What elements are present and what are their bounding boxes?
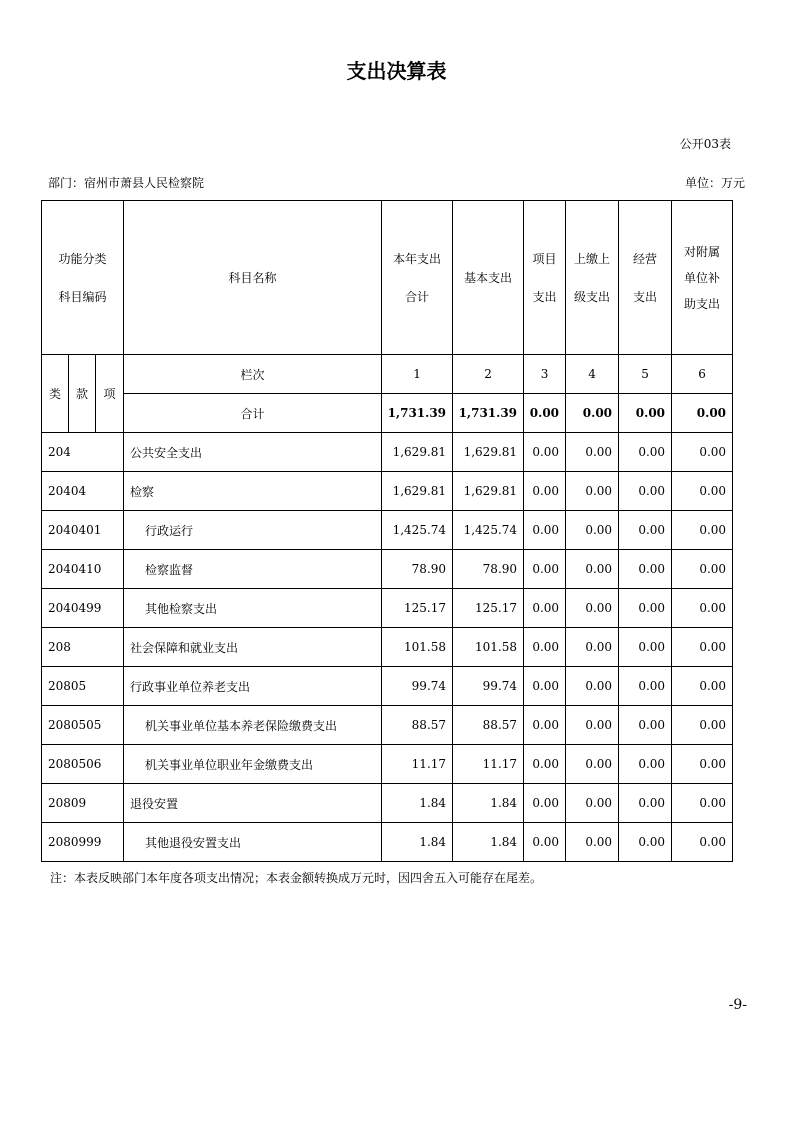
value-col2: 99.74 xyxy=(453,667,524,706)
value-col4: 0.00 xyxy=(566,511,619,550)
value-col6: 0.00 xyxy=(672,823,733,862)
value-col3: 0.00 xyxy=(524,706,566,745)
col-index-1: 1 xyxy=(382,355,453,394)
table-row xyxy=(42,550,733,589)
value-col5: 0.00 xyxy=(619,589,672,628)
total-col1: 1,731.39 xyxy=(382,394,453,433)
value-col4: 0.00 xyxy=(566,706,619,745)
value-col3: 0.00 xyxy=(524,823,566,862)
value-col5: 0.00 xyxy=(619,784,672,823)
total-label: 合计 xyxy=(124,394,382,433)
value-col1: 88.57 xyxy=(382,706,453,745)
subject-code: 2040401 xyxy=(42,511,124,550)
value-col4: 0.00 xyxy=(566,472,619,511)
value-col2: 1.84 xyxy=(453,823,524,862)
subject-code: 2040499 xyxy=(42,589,124,628)
value-col4: 0.00 xyxy=(566,823,619,862)
value-col2: 1,425.74 xyxy=(453,511,524,550)
subject-name: 社会保障和就业支出 xyxy=(124,628,382,667)
value-col3: 0.00 xyxy=(524,784,566,823)
value-col1: 125.17 xyxy=(382,589,453,628)
subject-name: 退役安置 xyxy=(124,784,382,823)
value-col3: 0.00 xyxy=(524,511,566,550)
value-col4: 0.00 xyxy=(566,667,619,706)
subject-name: 其他退役安置支出 xyxy=(124,823,382,862)
column-index-row xyxy=(42,355,733,394)
col6-header xyxy=(672,201,733,355)
value-col2: 78.90 xyxy=(453,550,524,589)
value-col1: 101.58 xyxy=(382,628,453,667)
subject-code: 2080999 xyxy=(42,823,124,862)
subject-code: 2040410 xyxy=(42,550,124,589)
lanci-label: 栏次 xyxy=(124,355,382,394)
col1-line2: 合计 xyxy=(405,289,430,304)
lei-header: 类 xyxy=(42,355,69,433)
col6-line3: 助支出 xyxy=(684,296,721,311)
value-col4: 0.00 xyxy=(566,784,619,823)
total-col6: 0.00 xyxy=(672,394,733,433)
col1-header xyxy=(382,201,453,355)
value-col5: 0.00 xyxy=(619,823,672,862)
col2-header: 基本支出 xyxy=(453,201,524,355)
value-col3: 0.00 xyxy=(524,628,566,667)
page-number: -9- xyxy=(728,997,747,1013)
value-col1: 1.84 xyxy=(382,823,453,862)
value-col6: 0.00 xyxy=(672,433,733,472)
value-col1: 1,629.81 xyxy=(382,472,453,511)
col5-header xyxy=(619,201,672,355)
subject-code: 2080506 xyxy=(42,745,124,784)
table-row xyxy=(42,667,733,706)
value-col2: 1.84 xyxy=(453,784,524,823)
value-col6: 0.00 xyxy=(672,472,733,511)
kuan-header: 款 xyxy=(69,355,96,433)
value-col1: 1.84 xyxy=(382,784,453,823)
value-col3: 0.00 xyxy=(524,667,566,706)
value-col3: 0.00 xyxy=(524,589,566,628)
subject-code: 20809 xyxy=(42,784,124,823)
col6-line2: 单位补 xyxy=(684,270,721,285)
subject-code: 20805 xyxy=(42,667,124,706)
value-col5: 0.00 xyxy=(619,550,672,589)
value-col1: 1,425.74 xyxy=(382,511,453,550)
subject-code: 2080505 xyxy=(42,706,124,745)
col1-line1: 本年支出 xyxy=(393,251,442,266)
value-col4: 0.00 xyxy=(566,433,619,472)
subject-name: 检察 xyxy=(124,472,382,511)
value-col5: 0.00 xyxy=(619,433,672,472)
value-col4: 0.00 xyxy=(566,628,619,667)
table-row xyxy=(42,784,733,823)
value-col2: 1,629.81 xyxy=(453,433,524,472)
value-col5: 0.00 xyxy=(619,745,672,784)
subject-code: 208 xyxy=(42,628,124,667)
xiang-header: 项 xyxy=(96,355,124,433)
value-col2: 88.57 xyxy=(453,706,524,745)
value-col3: 0.00 xyxy=(524,472,566,511)
unit-label: 单位：万元 xyxy=(684,176,745,190)
value-col2: 101.58 xyxy=(453,628,524,667)
func-class-line2: 科目编码 xyxy=(58,289,107,304)
value-col5: 0.00 xyxy=(619,667,672,706)
value-col5: 0.00 xyxy=(619,628,672,667)
table-row xyxy=(42,823,733,862)
func-class-line1: 功能分类 xyxy=(58,251,107,266)
footnote: 注：本表反映部门本年度各项支出情况；本表金额转换成万元时，因四舍五入可能存在尾差。 xyxy=(50,871,543,885)
col3-header xyxy=(524,201,566,355)
value-col6: 0.00 xyxy=(672,589,733,628)
subject-name: 行政运行 xyxy=(124,511,382,550)
value-col6: 0.00 xyxy=(672,511,733,550)
department-label: 部门：宿州市萧县人民检察院 xyxy=(48,176,205,190)
subject-name: 公共安全支出 xyxy=(124,433,382,472)
value-col2: 11.17 xyxy=(453,745,524,784)
value-col2: 125.17 xyxy=(453,589,524,628)
col6-line1: 对附属 xyxy=(684,244,721,259)
table-row xyxy=(42,472,733,511)
value-col6: 0.00 xyxy=(672,706,733,745)
table-row xyxy=(42,628,733,667)
value-col1: 11.17 xyxy=(382,745,453,784)
subject-name: 行政事业单位养老支出 xyxy=(124,667,382,706)
value-col2: 1,629.81 xyxy=(453,472,524,511)
col-index-4: 4 xyxy=(566,355,619,394)
value-col6: 0.00 xyxy=(672,550,733,589)
subject-name: 机关事业单位职业年金缴费支出 xyxy=(124,745,382,784)
value-col1: 99.74 xyxy=(382,667,453,706)
value-col1: 1,629.81 xyxy=(382,433,453,472)
value-col5: 0.00 xyxy=(619,706,672,745)
value-col3: 0.00 xyxy=(524,550,566,589)
value-col6: 0.00 xyxy=(672,784,733,823)
col-index-3: 3 xyxy=(524,355,566,394)
expenditure-table xyxy=(41,200,733,862)
value-col4: 0.00 xyxy=(566,745,619,784)
subject-name-header: 科目名称 xyxy=(124,201,382,355)
value-col1: 78.90 xyxy=(382,550,453,589)
value-col6: 0.00 xyxy=(672,745,733,784)
subject-name: 检察监督 xyxy=(124,550,382,589)
subject-code: 20404 xyxy=(42,472,124,511)
col4-line2: 级支出 xyxy=(574,289,611,304)
subject-name: 机关事业单位基本养老保险缴费支出 xyxy=(124,706,382,745)
value-col6: 0.00 xyxy=(672,628,733,667)
header-row xyxy=(42,201,733,355)
table-row xyxy=(42,706,733,745)
value-col5: 0.00 xyxy=(619,472,672,511)
table-row xyxy=(42,511,733,550)
value-col6: 0.00 xyxy=(672,667,733,706)
total-col4: 0.00 xyxy=(566,394,619,433)
total-col2: 1,731.39 xyxy=(453,394,524,433)
table-row xyxy=(42,745,733,784)
table-row xyxy=(42,433,733,472)
page-title: 支出决算表 xyxy=(346,59,447,83)
col-index-5: 5 xyxy=(619,355,672,394)
value-col4: 0.00 xyxy=(566,550,619,589)
value-col3: 0.00 xyxy=(524,745,566,784)
func-class-header xyxy=(42,201,124,355)
col5-line2: 支出 xyxy=(633,289,658,304)
subject-name: 其他检察支出 xyxy=(124,589,382,628)
col4-line1: 上缴上 xyxy=(574,251,611,266)
total-col3: 0.00 xyxy=(524,394,566,433)
form-code: 公开03表 xyxy=(679,137,731,151)
col3-line2: 支出 xyxy=(532,289,557,304)
total-col5: 0.00 xyxy=(619,394,672,433)
col-index-6: 6 xyxy=(672,355,733,394)
table-row xyxy=(42,589,733,628)
subject-code: 204 xyxy=(42,433,124,472)
total-row xyxy=(42,394,733,433)
value-col5: 0.00 xyxy=(619,511,672,550)
value-col3: 0.00 xyxy=(524,433,566,472)
col3-line1: 项目 xyxy=(532,251,557,266)
col4-header xyxy=(566,201,619,355)
value-col4: 0.00 xyxy=(566,589,619,628)
col5-line1: 经营 xyxy=(633,251,658,266)
col-index-2: 2 xyxy=(453,355,524,394)
